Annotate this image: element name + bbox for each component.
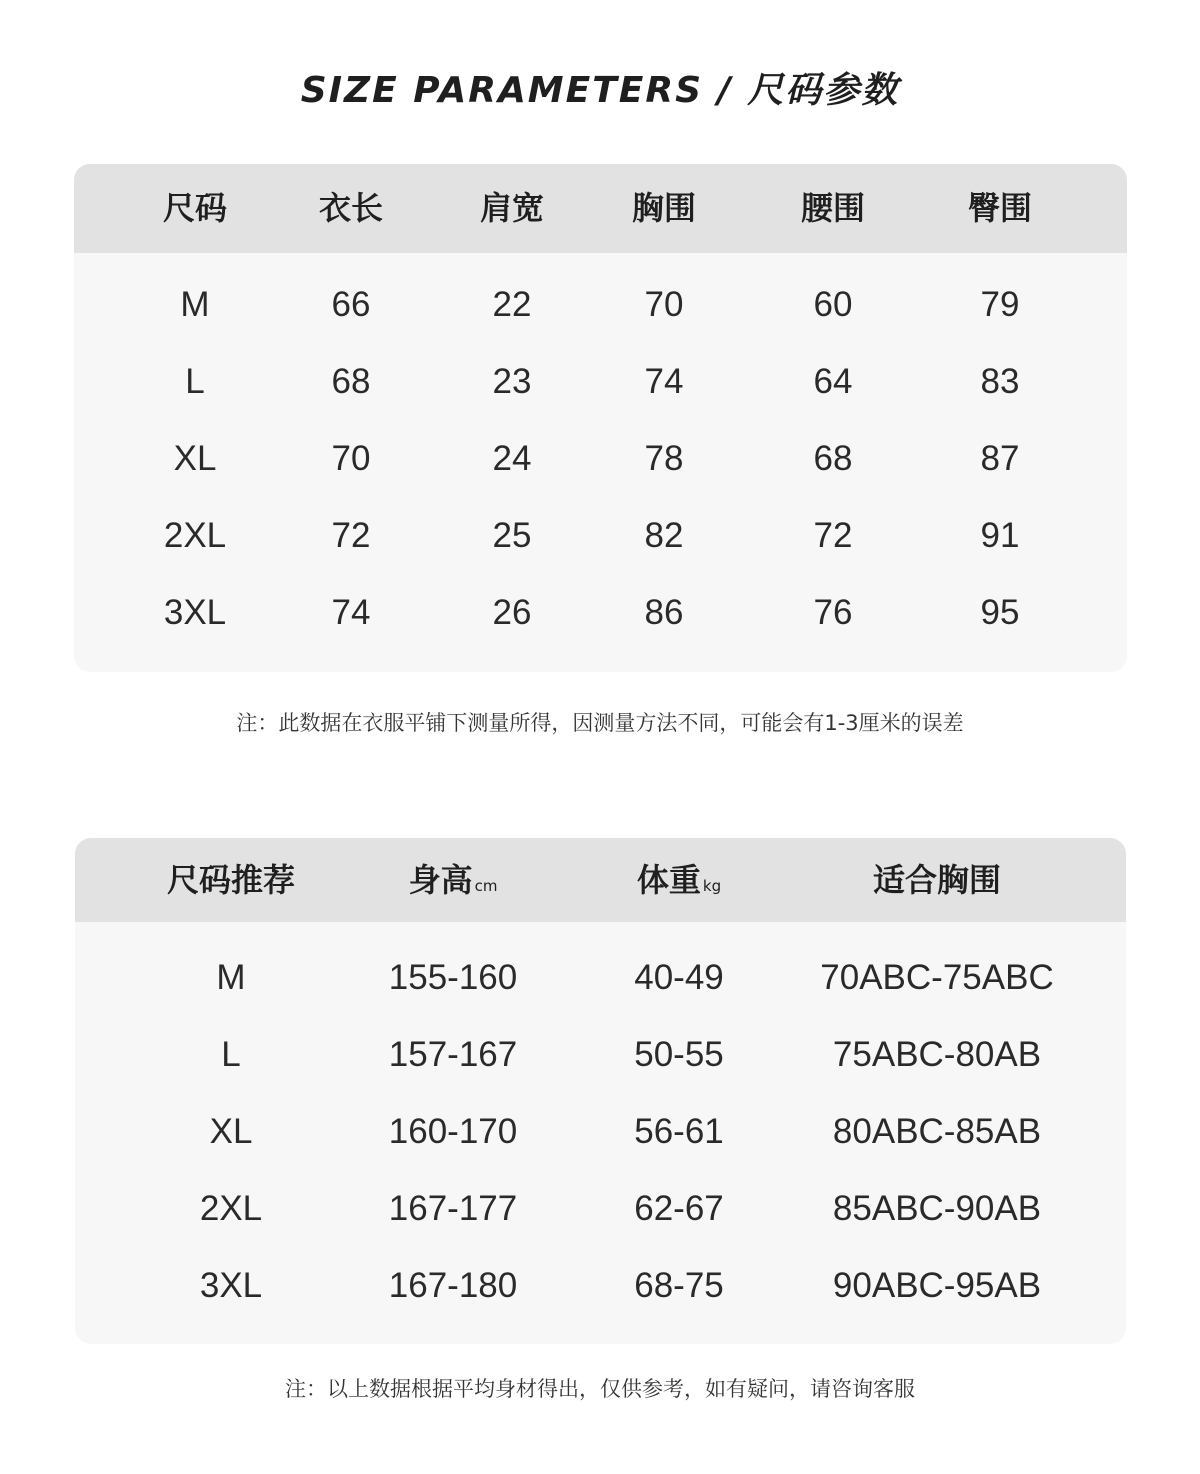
table-cell: 75ABC-80AB [832,1035,1042,1074]
table-cell: 40-49 [634,958,724,997]
size-label: M [216,958,246,997]
table-cell: 83 [980,362,1020,401]
table-cell: 167-177 [388,1189,518,1228]
size-label: 3XL [163,593,227,632]
size-recommendation-header [75,838,1126,922]
table-cell: 160-170 [388,1112,518,1151]
table-cell: 74 [331,593,371,632]
table-cell: 70ABC-75ABC [820,958,1054,997]
column-header-label: 尺码推荐 [166,861,296,899]
table-cell: 82 [644,516,684,555]
column-header [637,838,721,928]
table-cell: 64 [813,362,853,401]
size-parameters-header [74,164,1127,253]
table-cell: 155-160 [388,958,518,997]
size-parameters-table [74,164,1127,672]
table-cell: 76 [813,593,853,632]
table-cell: 23 [492,362,532,401]
table-cell: 70 [644,285,684,324]
table-cell: 86 [644,593,684,632]
size-label: L [185,362,205,401]
column-header: 臀围 [967,189,1033,227]
table-cell: 78 [644,439,684,478]
column-header [873,838,1001,922]
table-cell: 95 [980,593,1020,632]
table-cell: 85ABC-90AB [832,1189,1042,1228]
size-label: XL [173,439,217,478]
table-cell: 91 [980,516,1020,555]
table-cell: 50-55 [634,1035,724,1074]
column-header-label: 体重 [636,861,701,899]
column-header: 尺码 [162,189,228,227]
size-label: M [180,285,210,324]
column-header-unit: kg [702,877,722,895]
table-cell: 26 [492,593,532,632]
table-cell: 157-167 [388,1035,518,1074]
table-cell: 79 [980,285,1020,324]
size-recommendation-table [75,838,1126,1344]
table-cell: 56-61 [634,1112,724,1151]
table-cell: 68-75 [634,1266,724,1305]
table-cell: 90ABC-95AB [832,1266,1042,1305]
table-cell: 66 [331,285,371,324]
size-recommendation-note: 注：以上数据根据平均身材得出，仅供参考，如有疑问，请咨询客服 [285,1377,915,1401]
table-cell: 70 [331,439,371,478]
table-cell: 167-180 [388,1266,518,1305]
size-parameters-note: 注：此数据在衣服平铺下测量所得，因测量方法不同，可能会有1-3厘米的误差 [236,711,964,735]
table-cell: 80ABC-85AB [832,1112,1042,1151]
size-label: XL [209,1112,253,1151]
page-title: SIZE PARAMETERS / 尺码参数 [300,70,900,111]
table-cell: 62-67 [634,1189,724,1228]
column-header-unit: cm [474,877,498,895]
table-cell: 72 [813,516,853,555]
table-cell: 24 [492,439,532,478]
column-header-label: 适合胸围 [872,861,1002,899]
table-cell: 68 [813,439,853,478]
size-label: 3XL [199,1266,263,1305]
size-label: 2XL [199,1189,263,1228]
table-cell: 60 [813,285,853,324]
table-cell: 25 [492,516,532,555]
column-header: 腰围 [800,189,866,227]
column-header: 肩宽 [479,189,545,227]
table-cell: 68 [331,362,371,401]
column-header-label: 身高 [408,861,473,899]
table-cell: 74 [644,362,684,401]
table-cell: 72 [331,516,371,555]
column-header: 胸围 [631,189,697,227]
size-label: 2XL [163,516,227,555]
size-label: L [221,1035,241,1074]
column-header [409,838,498,928]
column-header [167,838,295,922]
table-cell: 22 [492,285,532,324]
table-cell: 87 [980,439,1020,478]
column-header: 衣长 [318,189,384,227]
